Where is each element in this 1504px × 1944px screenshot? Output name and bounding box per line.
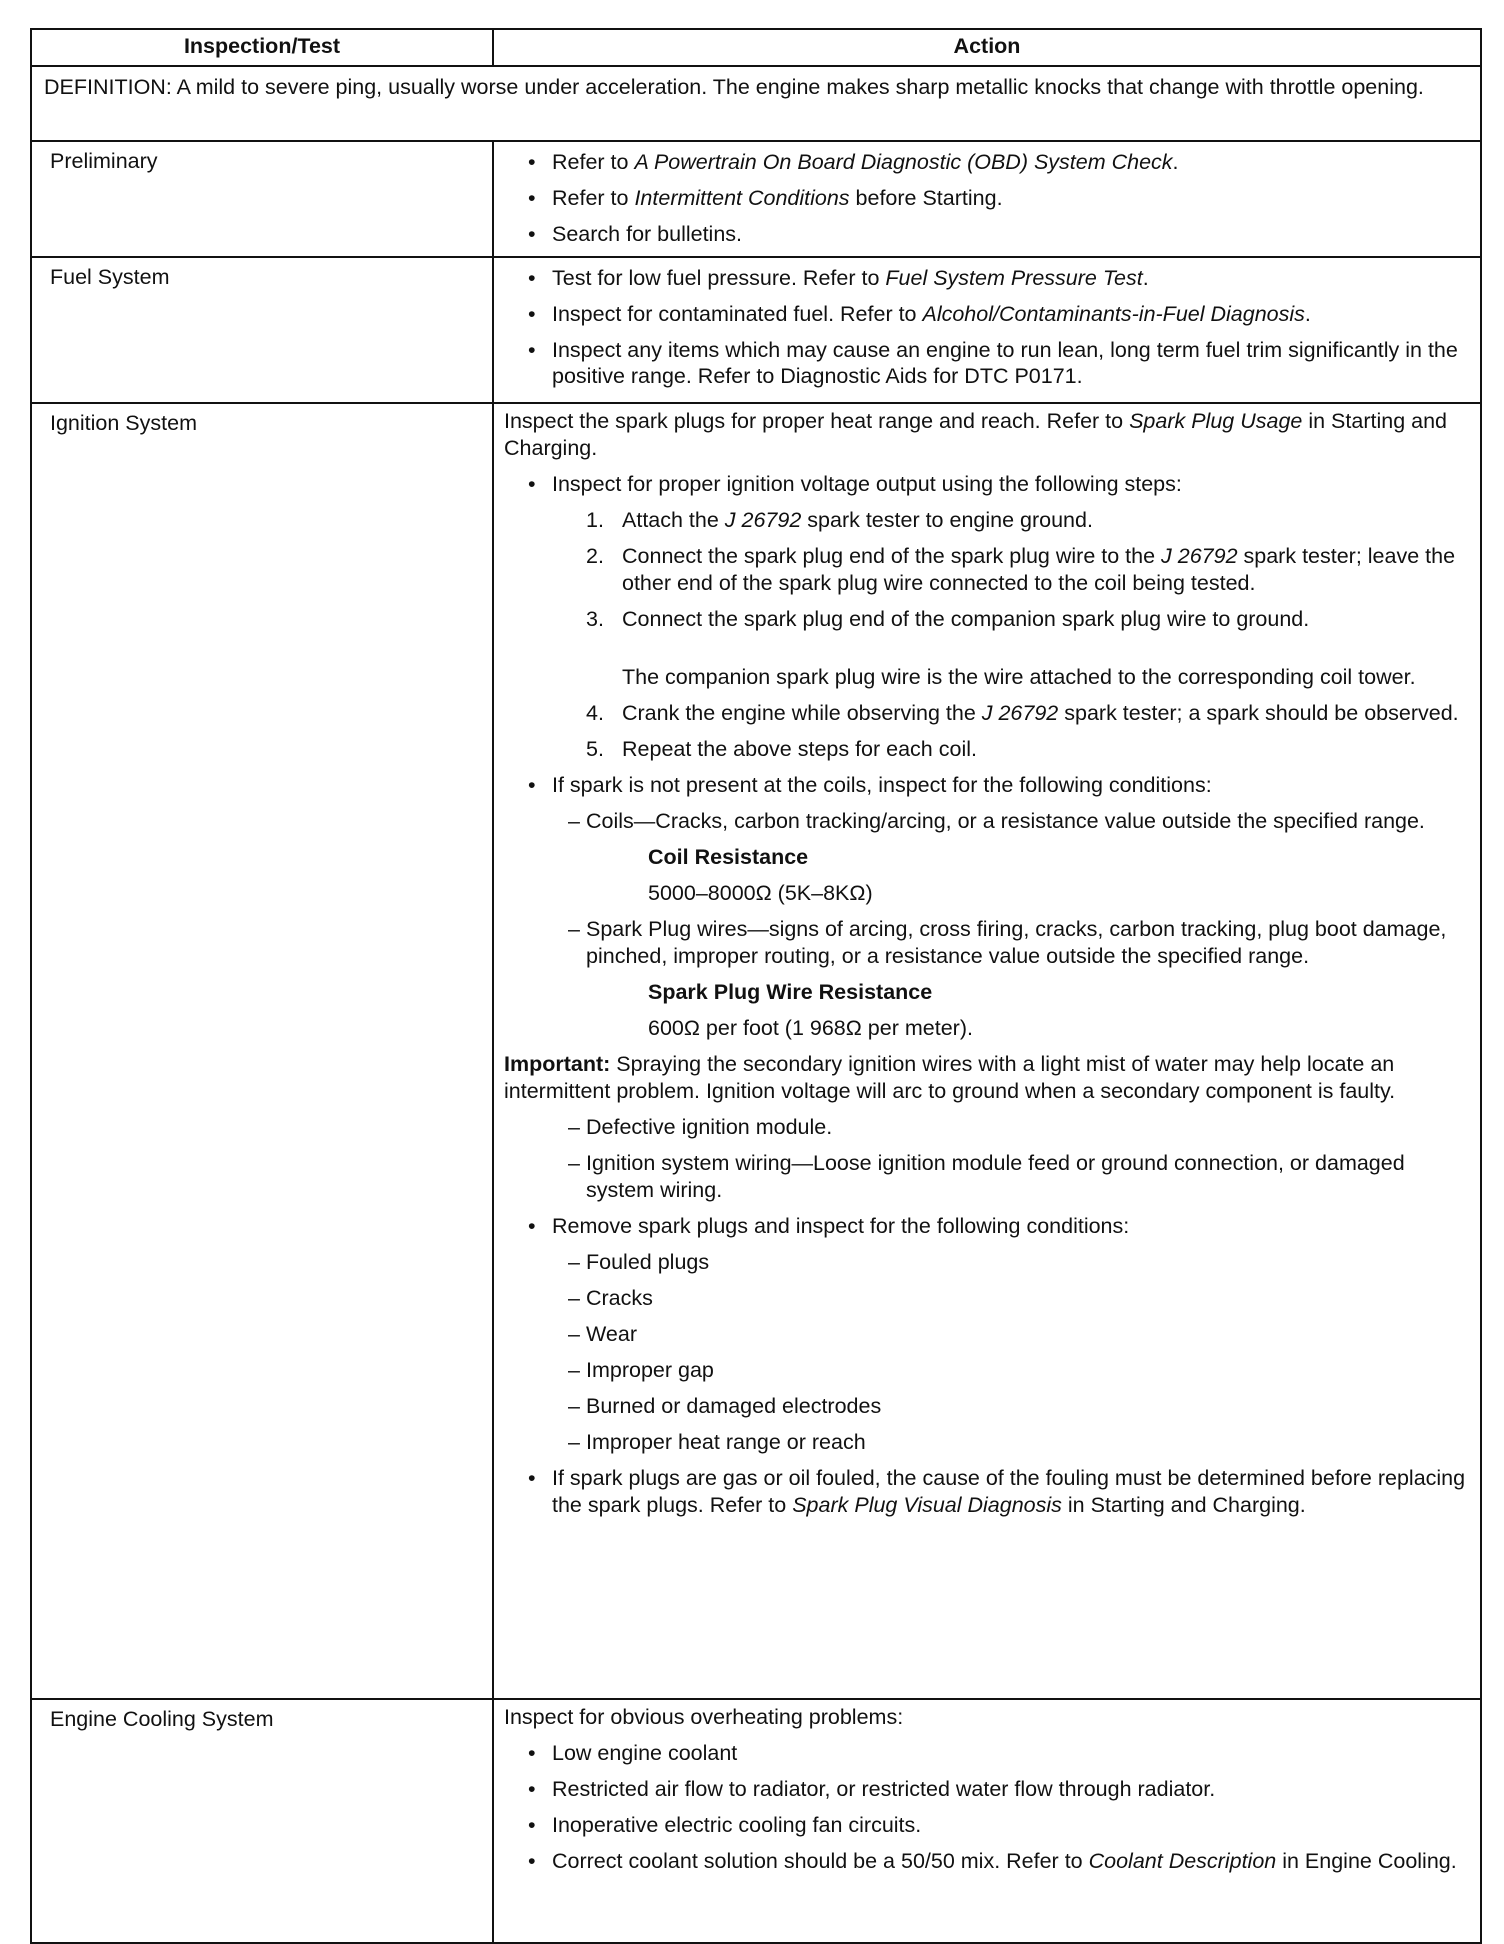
tool-reference: J 26792 — [724, 508, 802, 532]
sub-list-item: – Fouled plugs — [568, 1250, 710, 1274]
coil-resistance-value: 5000–8000Ω (5K–8KΩ) — [648, 881, 873, 905]
tool-reference: J 26792 — [1161, 544, 1238, 568]
diagnostic-table — [30, 28, 1482, 1944]
reference-link: Coolant Description — [1088, 1849, 1277, 1873]
dash-icon: – — [568, 1151, 580, 1175]
bullet-icon: • — [528, 222, 536, 246]
row-label-engine-cooling: Engine Cooling System — [31, 1699, 493, 1943]
bullet-icon: • — [528, 1214, 536, 1238]
row-label-preliminary: Preliminary — [31, 141, 493, 257]
row-action-engine-cooling — [493, 1699, 1481, 1943]
cooling-intro: Inspect for obvious overheating problems: — [504, 1705, 904, 1729]
important-note: Important: Spraying the secondary ignition wires with a light mist of water may help locate an intermittent problem. Ignition voltage will arc to ground when a secondary component is faulty. — [504, 1052, 1396, 1103]
row-label-fuel-system: Fuel System — [31, 257, 493, 403]
definition-row — [31, 66, 1481, 141]
sub-list-item: – Spark Plug wires—signs of arcing, cross firing, cracks, carbon tracking, plug boot damage, pinched, improper routing, or a resistance value outside the specified range. — [568, 917, 1447, 968]
header-inspection-test: Inspection/Test — [31, 29, 493, 66]
sub-list-item: – Coils—Cracks, carbon tracking/arcing, or a resistance value outside the specified range. — [568, 809, 1425, 833]
table-row-fuel-system — [31, 257, 1481, 403]
ignition-intro: Inspect the spark plugs for proper heat range and reach. Refer to Spark Plug Usage in Starting and Charging. — [504, 409, 1447, 460]
dash-icon: – — [568, 917, 580, 941]
step-item: 1. Attach the J 26792 spark tester to engine ground. — [586, 508, 1093, 532]
bullet-icon: • — [528, 150, 536, 174]
table-row-preliminary — [31, 141, 1481, 257]
dash-icon: – — [568, 1322, 580, 1346]
important-label: Important: — [504, 1052, 611, 1076]
coil-resistance-label: Coil Resistance — [648, 845, 809, 869]
step-item: 3. Connect the spark plug end of the companion spark plug wire to ground. — [586, 607, 1310, 631]
list-item: • Refer to A Powertrain On Board Diagnostic (OBD) System Check. — [528, 150, 1179, 174]
header-row — [31, 29, 1481, 66]
wire-resistance-value: 600Ω per foot (1 968Ω per meter). — [648, 1016, 973, 1040]
list-item: • Correct coolant solution should be a 50/50 mix. Refer to Coolant Description in Engine Cooling. — [528, 1849, 1457, 1873]
list-item: • If spark is not present at the coils, inspect for the following conditions: — [528, 773, 1212, 797]
list-item: • Inoperative electric cooling fan circuits. — [528, 1813, 922, 1837]
list-item: • Refer to Intermittent Conditions before Starting. — [528, 186, 1003, 210]
list-item: • Inspect any items which may cause an engine to run lean, long term fuel trim significantly in the positive range. Refer to Diagnostic Aids for DTC P0171. — [528, 338, 1458, 388]
tool-reference: J 26792 — [981, 701, 1059, 725]
sub-list-item: – Cracks — [568, 1286, 653, 1310]
list-item: • Restricted air flow to radiator, or restricted water flow through radiator. — [528, 1777, 1216, 1801]
sub-list-item: – Burned or damaged electrodes — [568, 1394, 882, 1418]
reference-link: Intermittent Conditions — [634, 186, 850, 210]
list-item: • Remove spark plugs and inspect for the following conditions: — [528, 1214, 1130, 1238]
bullet-icon: • — [528, 1777, 536, 1801]
sub-list-item: – Defective ignition module. — [568, 1115, 833, 1139]
reference-link: Spark Plug Usage — [1129, 409, 1303, 433]
bullet-icon: • — [528, 266, 536, 290]
header-action: Action — [493, 29, 1481, 66]
dash-icon: – — [568, 1250, 580, 1274]
table-row-engine-cooling — [31, 1699, 1481, 1943]
dash-icon: – — [568, 1394, 580, 1418]
list-item: • Low engine coolant — [528, 1741, 738, 1765]
sub-list-item: – Ignition system wiring—Loose ignition module feed or ground connection, or damaged system wiring. — [568, 1151, 1405, 1202]
bullet-icon: • — [528, 1813, 536, 1837]
list-item: • Search for bulletins. — [528, 222, 743, 246]
wire-resistance-label: Spark Plug Wire Resistance — [648, 980, 933, 1004]
step-item: 5. Repeat the above steps for each coil. — [586, 737, 977, 761]
list-item: • Test for low fuel pressure. Refer to Fuel System Pressure Test. — [528, 266, 1149, 290]
reference-link: A Powertrain On Board Diagnostic (OBD) System Check — [634, 150, 1173, 174]
bullet-icon: • — [528, 472, 536, 496]
table-row-ignition-system — [31, 403, 1481, 1699]
sub-list-item: – Improper gap — [568, 1358, 714, 1382]
reference-link: Fuel System Pressure Test — [885, 266, 1143, 290]
bullet-icon: • — [528, 1849, 536, 1873]
sub-list-item: – Wear — [568, 1322, 637, 1346]
definition-text: DEFINITION: A mild to severe ping, usually worse under acceleration. The engine makes sharp metallic knocks that change with throttle opening. — [31, 66, 1481, 141]
row-label-ignition-system: Ignition System — [31, 403, 493, 1699]
dash-icon: – — [568, 1430, 580, 1454]
list-item: • Inspect for proper ignition voltage output using the following steps: — [528, 472, 1182, 496]
row-action-fuel-system — [493, 257, 1481, 403]
row-action-preliminary — [493, 141, 1481, 257]
reference-link: Spark Plug Visual Diagnosis — [792, 1493, 1062, 1517]
bullet-icon: • — [528, 1466, 536, 1490]
dash-icon: – — [568, 809, 580, 833]
step-item: 4. Crank the engine while observing the J 26792 spark tester; a spark should be observed. — [586, 701, 1459, 725]
list-item: • If spark plugs are gas or oil fouled, the cause of the fouling must be determined before replacing the spark plugs. Refer to Spark Plug Visual Diagnosis in Starting and Charging. — [528, 1466, 1466, 1517]
reference-link: Alcohol/Contaminants-in-Fuel Diagnosis — [922, 302, 1305, 326]
bullet-icon: • — [528, 338, 536, 362]
step-item: 2. Connect the spark plug end of the spark plug wire to the J 26792 spark tester; leave the other end of the spark plug wire connected to the coil being tested. — [586, 544, 1456, 595]
dash-icon: – — [568, 1286, 580, 1310]
dash-icon: – — [568, 1358, 580, 1382]
bullet-icon: • — [528, 1741, 536, 1765]
dash-icon: – — [568, 1115, 580, 1139]
row-action-ignition-system — [493, 403, 1481, 1699]
step-note: The companion spark plug wire is the wire attached to the corresponding coil tower. — [622, 665, 1416, 689]
list-item: • Inspect for contaminated fuel. Refer to Alcohol/Contaminants-in-Fuel Diagnosis. — [528, 302, 1311, 326]
bullet-icon: • — [528, 186, 536, 210]
bullet-icon: • — [528, 773, 536, 797]
sub-list-item: – Improper heat range or reach — [568, 1430, 866, 1454]
bullet-icon: • — [528, 302, 536, 326]
